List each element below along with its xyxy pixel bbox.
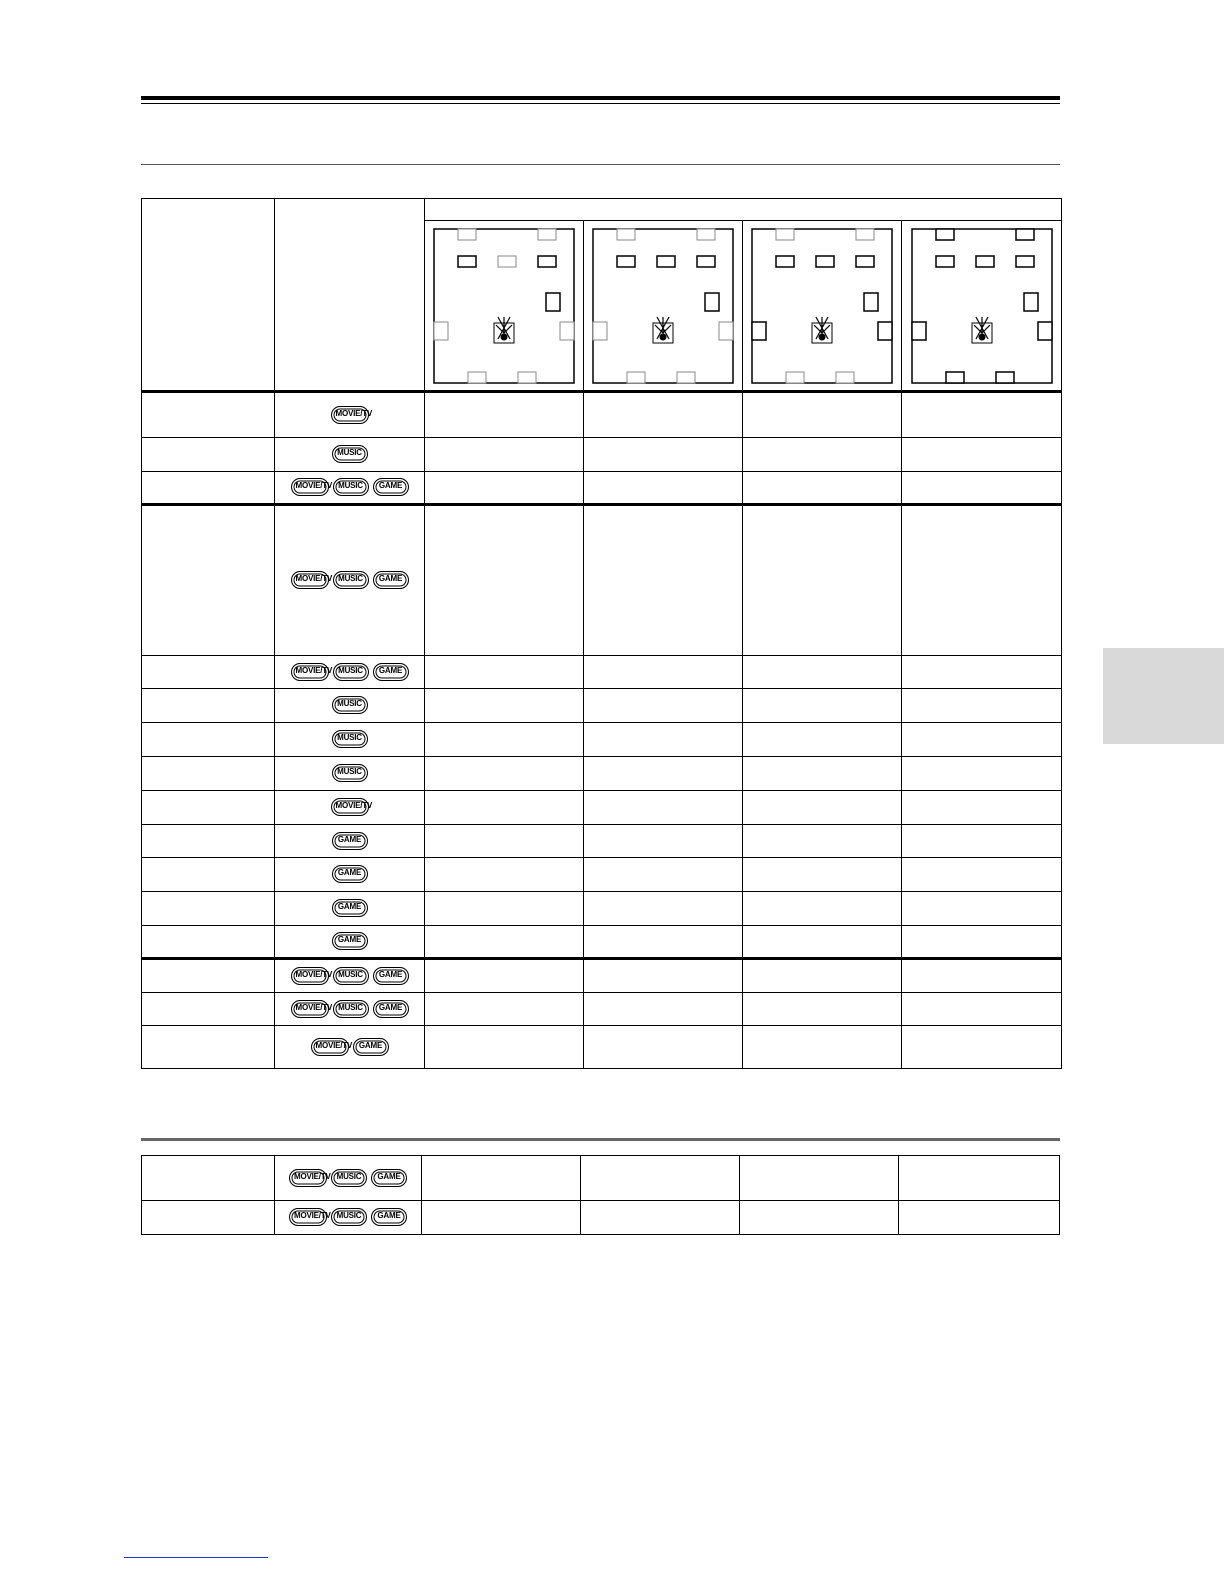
mode-name-cell xyxy=(142,472,275,505)
speaker-config-cell xyxy=(584,858,743,892)
speaker-config-cell xyxy=(902,791,1062,825)
game-button-icon: GAME xyxy=(373,967,409,985)
center-speaker xyxy=(976,256,994,267)
front-high-left-speaker xyxy=(617,229,635,240)
top-rule-thick xyxy=(141,96,1060,100)
subwoofer xyxy=(705,293,719,311)
speaker-config-cell xyxy=(899,1201,1060,1235)
mode-button-cell xyxy=(275,392,425,438)
speaker-config-cell xyxy=(584,892,743,926)
front-high-right-speaker xyxy=(697,229,715,240)
mode-name-cell xyxy=(142,505,275,656)
speaker-config-cell xyxy=(422,1201,581,1235)
game-button-icon: GAME xyxy=(332,865,368,883)
front-left-speaker xyxy=(776,256,794,267)
front-high-left-speaker xyxy=(776,229,794,240)
table-row xyxy=(142,1201,1060,1235)
mode-button-cell xyxy=(275,656,425,689)
music-button-icon: MUSIC xyxy=(332,764,368,782)
table-row xyxy=(142,723,1062,757)
surround-back-left-speaker xyxy=(627,372,645,383)
mode-button-cell xyxy=(275,1026,425,1069)
speaker-config-cell xyxy=(425,472,584,505)
movie-tv-button-icon: MOVIE/TV xyxy=(331,406,369,424)
table-row xyxy=(142,858,1062,892)
speaker-config-cell xyxy=(425,438,584,472)
movie-tv-button-icon: MOVIE/TV xyxy=(291,571,329,589)
mode-name-cell xyxy=(142,993,275,1026)
speaker-config-cell xyxy=(584,656,743,689)
game-button-icon: GAME xyxy=(373,478,409,496)
speaker-config-cell xyxy=(902,959,1062,993)
music-button-icon: MUSIC xyxy=(333,571,369,589)
speaker-layout-cell xyxy=(425,221,584,392)
game-button-icon: GAME xyxy=(373,1000,409,1018)
game-button-icon: GAME xyxy=(371,1208,407,1226)
table-row xyxy=(142,757,1062,791)
mode-name-cell xyxy=(142,689,275,723)
speaker-config-cell xyxy=(902,757,1062,791)
speaker-config-cell xyxy=(902,689,1062,723)
mode-button-cell xyxy=(275,1201,422,1235)
mode-name-cell xyxy=(142,791,275,825)
surround-right-speaker xyxy=(560,322,574,340)
center-speaker xyxy=(816,256,834,267)
surround-back-left-speaker xyxy=(468,372,486,383)
speaker-config-cell xyxy=(425,892,584,926)
music-button-icon: MUSIC xyxy=(333,478,369,496)
table-row xyxy=(142,825,1062,858)
center-speaker xyxy=(657,256,675,267)
front-right-speaker xyxy=(856,256,874,267)
speaker-config-cell xyxy=(743,791,902,825)
header-speaker-config-cell xyxy=(425,199,1062,221)
speaker-layout-cell xyxy=(584,221,743,392)
speaker-config-cell xyxy=(743,1026,902,1069)
game-button-icon: GAME xyxy=(332,899,368,917)
speaker-config-cell xyxy=(584,1026,743,1069)
speaker-config-cell xyxy=(425,993,584,1026)
mode-name-cell xyxy=(142,656,275,689)
speaker-layout-cell xyxy=(902,221,1062,392)
speaker-config-cell xyxy=(422,1156,581,1201)
movie-tv-button-icon: MOVIE/TV xyxy=(291,967,329,985)
surround-left-speaker xyxy=(593,322,607,340)
mode-name-cell xyxy=(142,892,275,926)
mode-button-cell xyxy=(275,892,425,926)
speaker-config-cell xyxy=(581,1156,740,1201)
speaker-config-cell xyxy=(743,959,902,993)
speaker-layout-diagram xyxy=(591,227,735,385)
front-high-left-speaker xyxy=(458,229,476,240)
speaker-config-cell xyxy=(584,959,743,993)
speaker-layout-cell xyxy=(743,221,902,392)
table-row xyxy=(142,791,1062,825)
speaker-config-cell xyxy=(902,858,1062,892)
game-button-icon: GAME xyxy=(332,932,368,950)
table-row xyxy=(142,1026,1062,1069)
mode-name-cell xyxy=(142,926,275,959)
table-row xyxy=(142,892,1062,926)
footer-underline xyxy=(124,1557,268,1558)
speaker-config-cell xyxy=(743,656,902,689)
front-left-speaker xyxy=(458,256,476,267)
speaker-config-cell xyxy=(743,438,902,472)
speaker-config-cell xyxy=(425,926,584,959)
movie-tv-button-icon: MOVIE/TV xyxy=(289,1208,327,1226)
speaker-config-cell xyxy=(584,438,743,472)
speaker-config-cell xyxy=(743,505,902,656)
surround-right-speaker xyxy=(1038,322,1052,340)
speaker-config-cell xyxy=(902,505,1062,656)
game-button-icon: GAME xyxy=(373,571,409,589)
front-left-speaker xyxy=(936,256,954,267)
speaker-layout-diagram xyxy=(910,227,1054,385)
music-button-icon: MUSIC xyxy=(333,1000,369,1018)
movie-tv-button-icon: MOVIE/TV xyxy=(291,1000,329,1018)
speaker-config-cell xyxy=(902,1026,1062,1069)
speaker-config-cell xyxy=(584,392,743,438)
header-button-cell xyxy=(275,199,425,392)
secondary-mode-table xyxy=(141,1155,1060,1235)
chapter-side-tab xyxy=(1103,648,1224,744)
speaker-config-cell xyxy=(743,993,902,1026)
mode-name-cell xyxy=(142,438,275,472)
table-row xyxy=(142,1156,1060,1201)
table-row xyxy=(142,438,1062,472)
game-button-icon: GAME xyxy=(371,1169,407,1187)
surround-right-speaker xyxy=(878,322,892,340)
surround-back-right-speaker xyxy=(677,372,695,383)
speaker-config-cell xyxy=(902,723,1062,757)
game-button-icon: GAME xyxy=(332,832,368,850)
header-mode-cell xyxy=(142,199,275,392)
table-row xyxy=(142,689,1062,723)
speaker-config-cell xyxy=(902,825,1062,858)
speaker-config-cell xyxy=(743,472,902,505)
speaker-config-cell xyxy=(740,1201,899,1235)
speaker-config-cell xyxy=(743,392,902,438)
front-high-right-speaker xyxy=(538,229,556,240)
surround-right-speaker xyxy=(719,322,733,340)
music-button-icon: MUSIC xyxy=(332,696,368,714)
front-right-speaker xyxy=(697,256,715,267)
speaker-config-cell xyxy=(743,723,902,757)
speaker-config-cell xyxy=(743,757,902,791)
speaker-config-cell xyxy=(425,505,584,656)
front-right-speaker xyxy=(538,256,556,267)
speaker-config-cell xyxy=(425,689,584,723)
mode-button-cell xyxy=(275,438,425,472)
game-button-icon: GAME xyxy=(373,663,409,681)
mode-button-cell xyxy=(275,689,425,723)
speaker-config-cell xyxy=(584,505,743,656)
surround-left-speaker xyxy=(434,322,448,340)
table-row xyxy=(142,656,1062,689)
speaker-config-cell xyxy=(902,993,1062,1026)
music-button-icon: MUSIC xyxy=(331,1169,367,1187)
section-rule-2 xyxy=(141,1138,1060,1141)
speaker-config-cell xyxy=(425,392,584,438)
speaker-config-cell xyxy=(584,472,743,505)
mode-name-cell xyxy=(142,825,275,858)
mode-button-cell xyxy=(275,825,425,858)
mode-button-cell xyxy=(275,926,425,959)
speaker-config-cell xyxy=(584,825,743,858)
speaker-config-cell xyxy=(902,392,1062,438)
subwoofer xyxy=(546,293,560,311)
table-row xyxy=(142,505,1062,656)
mode-button-cell xyxy=(275,505,425,656)
mode-name-cell xyxy=(142,1026,275,1069)
table-row xyxy=(142,926,1062,959)
speaker-config-cell xyxy=(425,757,584,791)
speaker-config-cell xyxy=(584,791,743,825)
speaker-config-cell xyxy=(425,825,584,858)
mode-button-cell xyxy=(275,858,425,892)
mode-name-cell xyxy=(142,1201,275,1235)
surround-left-speaker xyxy=(912,322,926,340)
surround-back-right-speaker xyxy=(518,372,536,383)
front-right-speaker xyxy=(1016,256,1034,267)
front-high-right-speaker xyxy=(856,229,874,240)
mode-button-cell xyxy=(275,723,425,757)
center-speaker xyxy=(498,256,516,267)
music-button-icon: MUSIC xyxy=(331,1208,367,1226)
speaker-config-cell xyxy=(584,689,743,723)
table-row xyxy=(142,959,1062,993)
speaker-config-cell xyxy=(902,926,1062,959)
music-button-icon: MUSIC xyxy=(333,663,369,681)
speaker-config-cell xyxy=(743,689,902,723)
mode-name-cell xyxy=(142,1156,275,1201)
table-row xyxy=(142,993,1062,1026)
speaker-config-cell xyxy=(584,926,743,959)
music-button-icon: MUSIC xyxy=(332,445,368,463)
mode-name-cell xyxy=(142,723,275,757)
surround-back-right-speaker xyxy=(836,372,854,383)
speaker-config-cell xyxy=(902,472,1062,505)
speaker-config-cell xyxy=(425,656,584,689)
speaker-config-cell xyxy=(425,1026,584,1069)
speaker-config-cell xyxy=(743,825,902,858)
music-button-icon: MUSIC xyxy=(332,730,368,748)
mode-button-cell xyxy=(275,791,425,825)
speaker-config-cell xyxy=(743,926,902,959)
mode-name-cell xyxy=(142,392,275,438)
speaker-config-cell xyxy=(425,791,584,825)
speaker-config-cell xyxy=(425,858,584,892)
table-row xyxy=(142,392,1062,438)
top-rule-thin xyxy=(141,103,1060,104)
speaker-config-cell xyxy=(902,656,1062,689)
speaker-config-cell xyxy=(584,723,743,757)
mode-button-cell xyxy=(275,993,425,1026)
table-row xyxy=(142,472,1062,505)
surround-back-right-speaker xyxy=(996,372,1014,383)
surround-left-speaker xyxy=(752,322,766,340)
movie-tv-button-icon: MOVIE/TV xyxy=(289,1169,327,1187)
speaker-layout-diagram xyxy=(750,227,894,385)
speaker-layout-diagram xyxy=(432,227,576,385)
subwoofer xyxy=(864,293,878,311)
speaker-config-cell xyxy=(425,959,584,993)
mode-button-cell xyxy=(275,959,425,993)
music-button-icon: MUSIC xyxy=(333,967,369,985)
listening-mode-table xyxy=(141,198,1062,1069)
front-high-left-speaker xyxy=(936,229,954,240)
speaker-config-cell xyxy=(902,438,1062,472)
section-rule xyxy=(141,164,1060,165)
speaker-config-cell xyxy=(902,892,1062,926)
speaker-config-cell xyxy=(581,1201,740,1235)
subwoofer xyxy=(1024,293,1038,311)
front-high-right-speaker xyxy=(1016,229,1034,240)
mode-button-cell xyxy=(275,1156,422,1201)
speaker-config-cell xyxy=(743,892,902,926)
movie-tv-button-icon: MOVIE/TV xyxy=(291,478,329,496)
movie-tv-button-icon: MOVIE/TV xyxy=(291,663,329,681)
mode-name-cell xyxy=(142,757,275,791)
movie-tv-button-icon: MOVIE/TV xyxy=(311,1038,349,1056)
speaker-config-cell xyxy=(584,993,743,1026)
front-left-speaker xyxy=(617,256,635,267)
speaker-config-cell xyxy=(584,757,743,791)
surround-back-left-speaker xyxy=(786,372,804,383)
movie-tv-button-icon: MOVIE/TV xyxy=(331,798,369,816)
surround-back-left-speaker xyxy=(946,372,964,383)
mode-button-cell xyxy=(275,472,425,505)
speaker-config-cell xyxy=(899,1156,1060,1201)
mode-name-cell xyxy=(142,959,275,993)
speaker-config-cell xyxy=(740,1156,899,1201)
game-button-icon: GAME xyxy=(353,1038,389,1056)
mode-name-cell xyxy=(142,858,275,892)
mode-button-cell xyxy=(275,757,425,791)
speaker-config-cell xyxy=(743,858,902,892)
speaker-config-cell xyxy=(425,723,584,757)
